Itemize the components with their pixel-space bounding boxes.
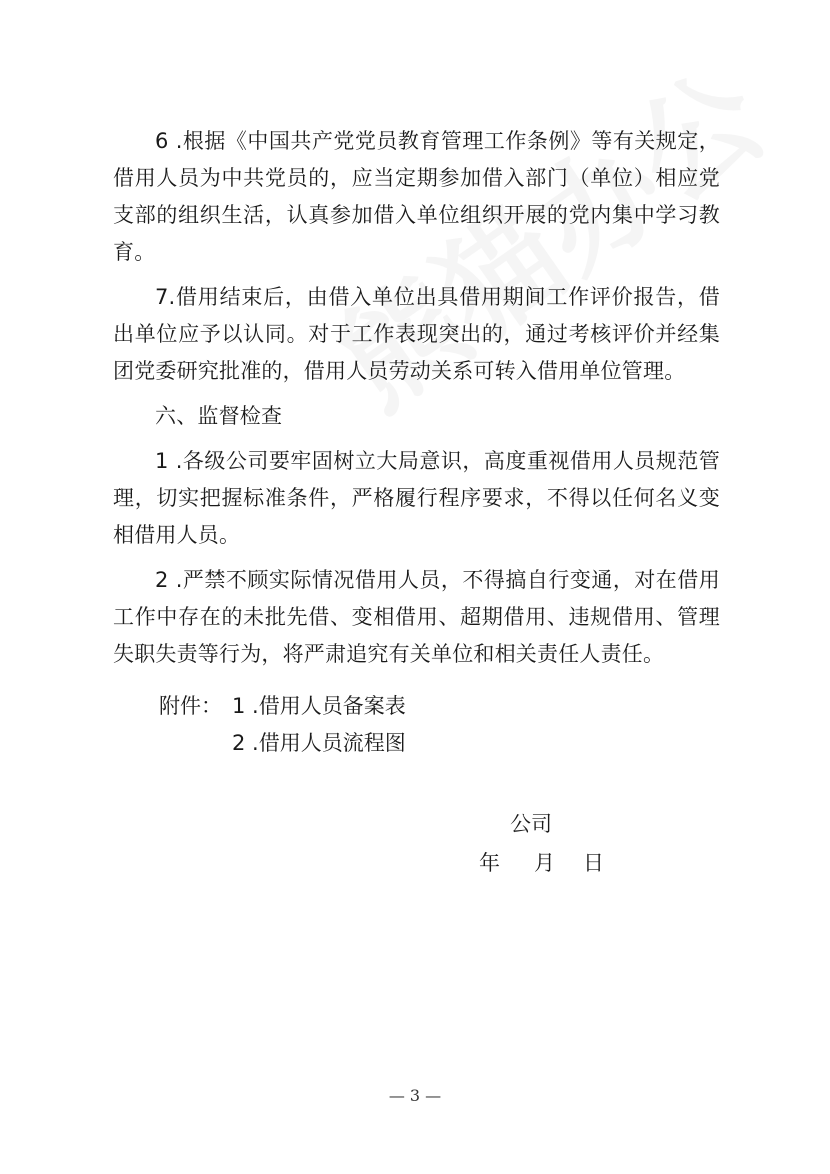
section-paragraph-1: 1 .各级公司要牢固树立大局意识，高度重视借用人员规范管理，切实把握标准条件，严格履行程序要求，不得以任何名义变相借用人员。 (113, 449, 720, 547)
attachment-item-2: 2 .借用人员流程图 (232, 731, 406, 755)
attachment-row-2 (159, 725, 406, 762)
date-day: 日 (583, 851, 604, 875)
attachment-item-1: 1 .借用人员备案表 (232, 694, 406, 718)
attachment-row-1 (159, 688, 406, 725)
paragraph-7: 7.借用结束后，由借入单位出具借用期间工作评价报告，借出单位应予以认同。对于工作表现突出的，通过考核评价并经集团党委研究批准的，借用人员劳动关系可转入借用单位管理。 (113, 285, 720, 383)
document-body (113, 123, 720, 681)
attachments (159, 688, 406, 762)
paragraph-6: 6 .根据《中国共产党党员教育管理工作条例》等有关规定，借用人员为中共党员的，应当定期参加借入部门（单位）相应党支部的组织生活，认真参加借入单位组织开展的党内集中学习教育。 (113, 129, 720, 264)
section-paragraph-2: 2 .严禁不顾实际情况借用人员，不得搞自行变通，对在借用工作中存在的未批先借、变相借用、超期借用、违规借用、管理失职失责等行为，将严肃追究有关单位和相关责任人责任。 (113, 568, 720, 666)
signature-company: 公司 (510, 812, 552, 836)
date-month: 月 (534, 851, 555, 875)
attachments-label: 附件： (159, 694, 222, 718)
signature-date (479, 845, 604, 882)
page-number: — 3 — (388, 1086, 442, 1105)
section-heading: 六、监督检查 (155, 404, 283, 428)
date-year: 年 (479, 851, 500, 875)
